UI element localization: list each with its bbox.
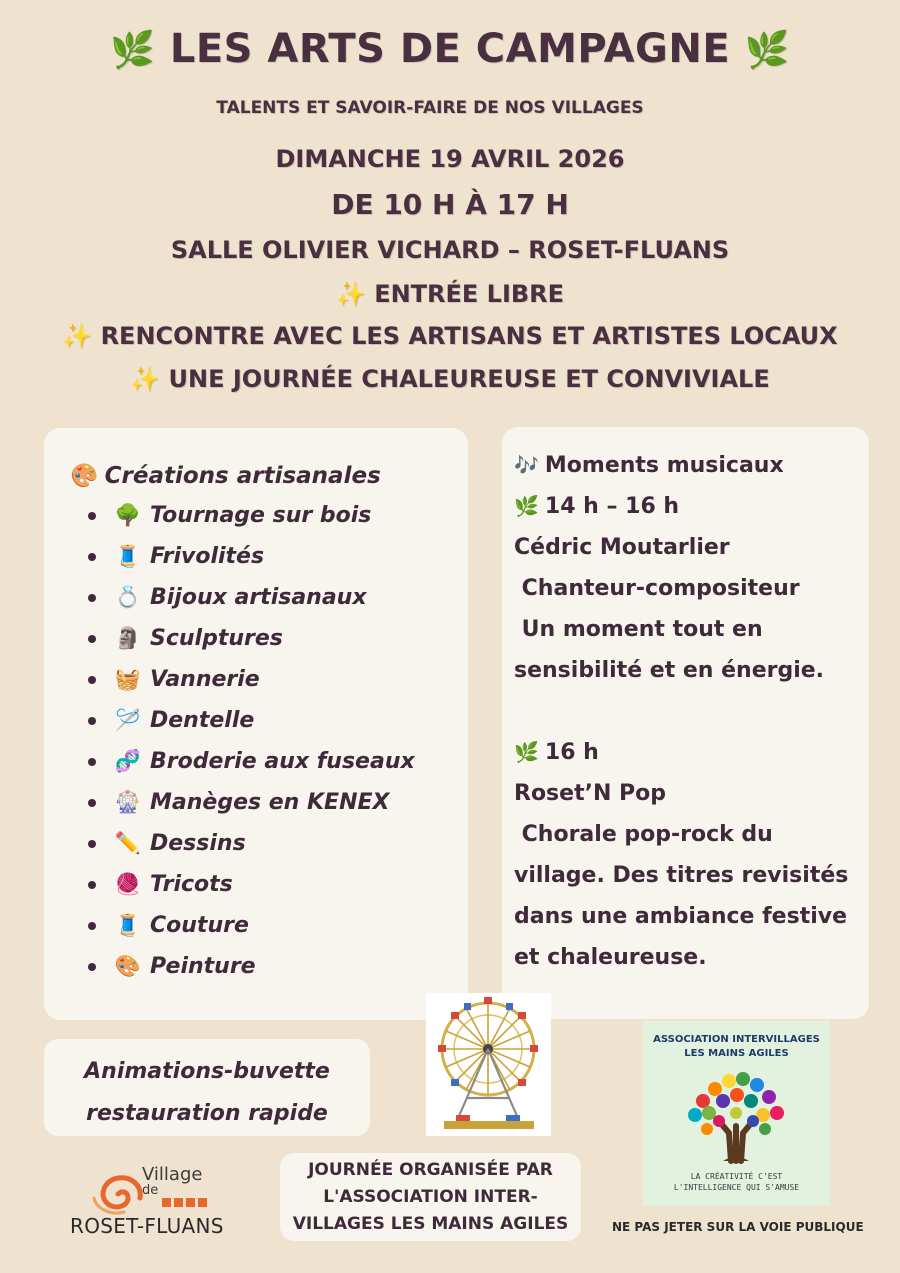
list-item xyxy=(68,741,468,782)
palette-icon: 🎨 xyxy=(114,954,142,978)
square xyxy=(174,1198,183,1207)
leaf-icon: 🌿 xyxy=(744,30,790,71)
list-item-label: Broderie aux fuseaux xyxy=(150,749,415,774)
bullet xyxy=(88,676,96,684)
day-line xyxy=(0,365,900,393)
bullet xyxy=(88,594,96,602)
moai-icon: 🗿 xyxy=(114,626,142,650)
ring-icon: 💍 xyxy=(114,585,142,609)
slot1-desc: Un moment tout en xyxy=(514,617,763,642)
association-logo-name-line: ASSOCIATION INTERVILLAGES xyxy=(653,1034,820,1045)
meet-line xyxy=(0,322,900,350)
organiser-box xyxy=(280,1153,581,1241)
litter-notice: NE PAS JETER SUR LA VOIE PUBLIQUE xyxy=(612,1220,864,1234)
square xyxy=(186,1198,195,1207)
village-logo-squares xyxy=(162,1198,207,1207)
thread-icon: 🧵 xyxy=(114,544,142,568)
list-item xyxy=(68,618,468,659)
bullet xyxy=(88,963,96,971)
ferris-wheel-icon: 🎡 xyxy=(114,790,142,814)
ferris-wheel-photo xyxy=(426,993,551,1136)
association-logo-motto xyxy=(643,1171,830,1193)
bullet xyxy=(88,758,96,766)
list-item-label: Vannerie xyxy=(150,667,260,692)
village-logo-town: ROSET-FLUANS xyxy=(70,1214,224,1238)
bullet xyxy=(88,840,96,848)
list-item xyxy=(68,905,468,946)
event-hours: DE 10 H À 17 H xyxy=(331,188,569,221)
bullet xyxy=(88,799,96,807)
leaf-icon: 🌿 xyxy=(514,494,539,518)
poster-title xyxy=(0,26,900,72)
association-logo-motto-line: L'INTELLIGENCE QUI S'AMUSE xyxy=(673,1183,800,1192)
list-item xyxy=(68,659,468,700)
crafts-card xyxy=(44,428,468,1020)
association-logo-name-line: LES MAINS AGILES xyxy=(684,1048,789,1059)
thread-icon: 🧵 xyxy=(114,913,142,937)
day-text: UNE JOURNÉE CHALEUREUSE ET CONVIVIALE xyxy=(168,365,770,393)
list-item-label: Tournage sur bois xyxy=(150,503,372,528)
palette-icon: 🎨 xyxy=(68,463,97,489)
title-text: LES ARTS DE CAMPAGNE xyxy=(169,26,731,72)
entry-line xyxy=(0,280,900,308)
bullet xyxy=(88,553,96,561)
yarn-icon: 🧶 xyxy=(114,872,142,896)
list-item-label: Dentelle xyxy=(150,708,255,733)
bullet xyxy=(88,717,96,725)
slot1-time-text: 14 h – 16 h xyxy=(544,494,680,519)
list-item xyxy=(68,946,468,987)
bullet xyxy=(88,881,96,889)
association-logo-motto-line: LA CRÉATIVITÉ C'EST xyxy=(690,1172,783,1181)
list-item xyxy=(68,823,468,864)
spacer xyxy=(514,691,859,732)
list-item xyxy=(68,536,468,577)
crafts-heading-text: Créations artisanales xyxy=(104,462,381,489)
list-item-label: Sculptures xyxy=(150,626,283,651)
slot2-time-text: 16 h xyxy=(544,740,599,765)
tree-icon: 🌳 xyxy=(114,503,142,527)
list-item xyxy=(68,864,468,905)
list-item-label: Peinture xyxy=(150,954,256,979)
ferris-wheel-icon xyxy=(426,993,551,1136)
needle-icon: 🪡 xyxy=(114,708,142,732)
crafts-list xyxy=(68,495,468,987)
list-item-label: Bijoux artisanaux xyxy=(150,585,367,610)
slot1-role: Chanteur-compositeur xyxy=(514,576,800,601)
bullet xyxy=(88,512,96,520)
leaf-icon: 🌿 xyxy=(514,740,539,764)
association-logo xyxy=(643,1021,830,1206)
poster-subtitle: TALENTS ET SAVOIR-FAIRE DE NOS VILLAGES xyxy=(216,98,644,118)
music-heading xyxy=(514,445,859,486)
bullet xyxy=(88,922,96,930)
organiser-line: JOURNÉE ORGANISÉE PAR xyxy=(308,1160,553,1180)
square xyxy=(198,1198,207,1207)
slot1-time xyxy=(514,486,859,527)
slot2-artist: Roset’N Pop xyxy=(514,781,667,806)
entry-text: ENTRÉE LIBRE xyxy=(374,280,565,308)
list-item-label: Frivolités xyxy=(150,544,265,569)
sparkle-icon: ✨ xyxy=(335,280,366,308)
dna-icon: 🧬 xyxy=(114,749,142,773)
basket-icon: 🧺 xyxy=(114,667,142,691)
slot1-artist: Cédric Moutarlier xyxy=(514,535,730,560)
bullet xyxy=(88,635,96,643)
swirl-icon xyxy=(88,1168,148,1218)
event-date: DIMANCHE 19 AVRIL 2026 xyxy=(275,145,625,173)
slot2-desc: et chaleureuse. xyxy=(514,945,707,970)
sparkle-icon: ✨ xyxy=(62,322,93,350)
village-logo-word: Village xyxy=(142,1164,203,1185)
event-venue: SALLE OLIVIER VICHARD – ROSET-FLUANS xyxy=(170,236,730,264)
list-item-label: Tricots xyxy=(150,872,233,897)
list-item-label: Couture xyxy=(150,913,249,938)
slot2-desc: village. Des titres revisités xyxy=(514,863,849,888)
organiser-line: L'ASSOCIATION INTER- xyxy=(323,1187,538,1207)
crafts-heading xyxy=(68,462,468,489)
list-item-label: Manèges en KENEX xyxy=(150,790,390,815)
list-item xyxy=(68,782,468,823)
slot2-desc: dans une ambiance festive xyxy=(514,904,848,929)
village-logo-de: de xyxy=(142,1183,159,1198)
music-notes-icon: 🎶 xyxy=(514,453,539,477)
list-item xyxy=(68,577,468,618)
slot2-time xyxy=(514,732,859,773)
buvette-line: restauration rapide xyxy=(86,1101,328,1126)
buvette-box xyxy=(44,1039,370,1136)
music-card xyxy=(502,427,869,1019)
list-item xyxy=(68,700,468,741)
leaf-icon: 🌿 xyxy=(110,30,156,71)
square xyxy=(162,1198,171,1207)
slot2-desc: Chorale pop-rock du xyxy=(514,822,773,847)
buvette-line: Animations-buvette xyxy=(84,1059,330,1084)
pencil-icon: ✏️ xyxy=(114,831,142,855)
list-item xyxy=(68,495,468,536)
meet-text: RENCONTRE AVEC LES ARTISANS ET ARTISTES LOCAUX xyxy=(100,322,838,350)
slot1-desc: sensibilité et en énergie. xyxy=(514,658,825,683)
village-logo xyxy=(70,1160,240,1240)
music-heading-text: Moments musicaux xyxy=(544,453,784,478)
sparkle-icon: ✨ xyxy=(130,365,161,393)
list-item-label: Dessins xyxy=(150,831,246,856)
organiser-line: VILLAGES LES MAINS AGILES xyxy=(292,1214,569,1234)
